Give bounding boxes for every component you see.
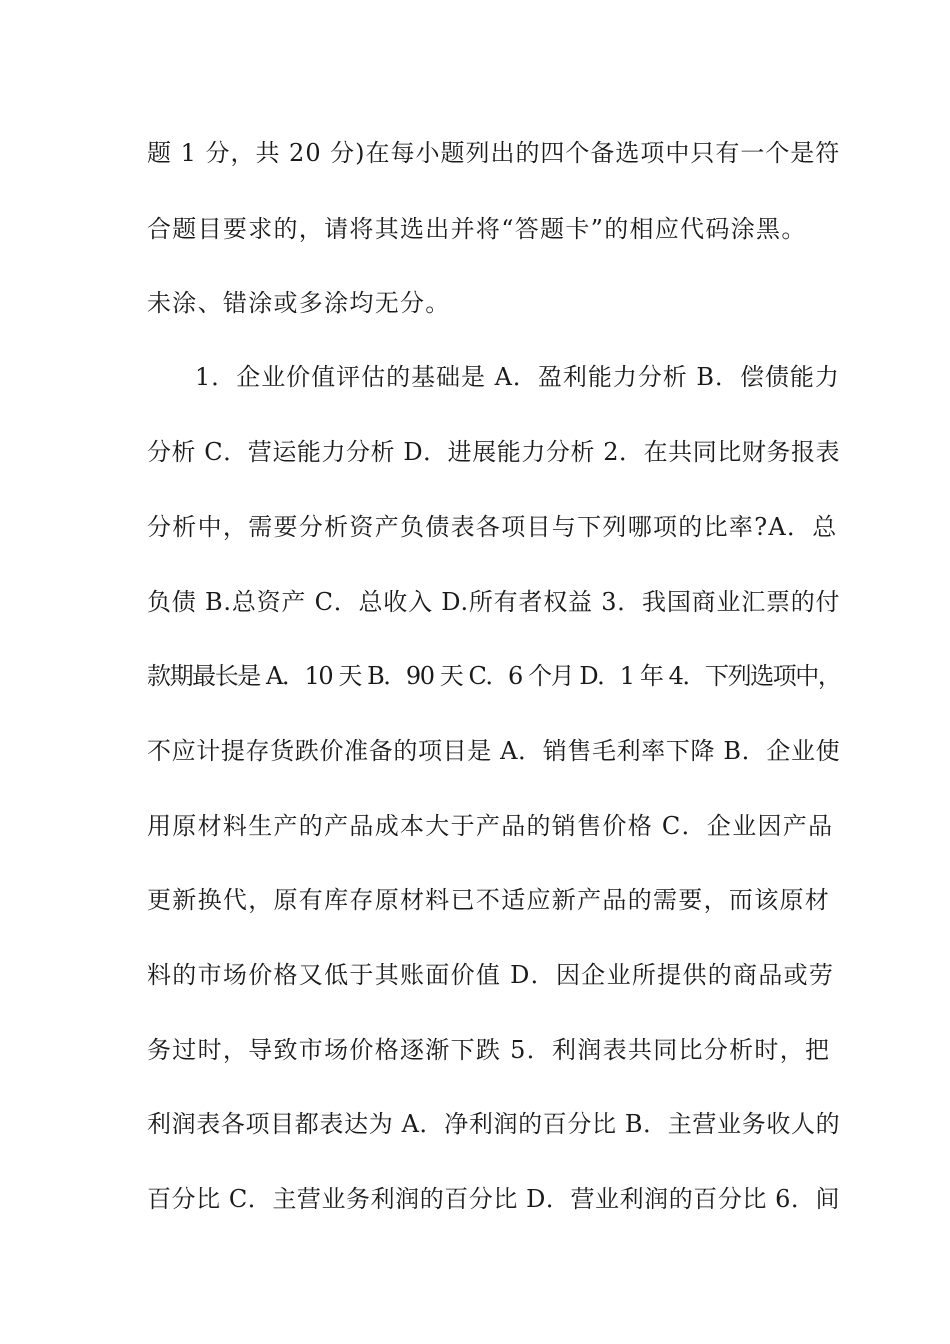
- text-line-8: 款期最长是 A．10 天 B．90 天 C．6 个月 D．1 年 4．下列选项中，: [147, 662, 841, 690]
- text-line-9: 不应计提存货跌价准备的项目是 A．销售毛利率下降 B．企业使: [147, 737, 841, 765]
- text-line-1: 题 1 分，共 20 分)在每小题列出的四个备选项中只有一个是符: [147, 139, 841, 167]
- text-line-14: 利润表各项目都表达为 A．净利润的百分比 B．主营业务收人的: [147, 1110, 841, 1138]
- text-line-10: 用原材料生产的产品成本大于产品的销售价格 C．企业因产品: [147, 812, 834, 840]
- text-line-7: 负债 B.总资产 C．总收入 D.所有者权益 3．我国商业汇票的付: [147, 588, 841, 616]
- text-line-5: 分析 C．营运能力分析 D．进展能力分析 2．在共同比财务报表: [147, 438, 841, 466]
- text-line-3: 未涂、错涂或多涂均无分。: [147, 289, 451, 317]
- text-line-15: 百分比 C．主营业务利润的百分比 D．营业利润的百分比 6．间: [147, 1185, 841, 1213]
- text-line-11: 更新换代，原有库存原材料已不适应新产品的需要，而该原材: [147, 886, 831, 914]
- text-line-13: 务过时，导致市场价格逐渐下跌 5．利润表共同比分析时，把: [147, 1036, 831, 1064]
- text-line-4: 1．企业价值评估的基础是 A．盈利能力分析 B．偿债能力: [195, 363, 840, 391]
- text-line-12: 料的市场价格又低于其账面价值 D．因企业所提供的商品或劳: [147, 961, 835, 989]
- text-line-2: 合题目要求的，请将其选出并将“答题卡”的相应代码涂黑。: [147, 215, 807, 243]
- text-line-6: 分析中，需要分析资产负债表各项目与下列哪项的比率?A．总: [147, 513, 838, 541]
